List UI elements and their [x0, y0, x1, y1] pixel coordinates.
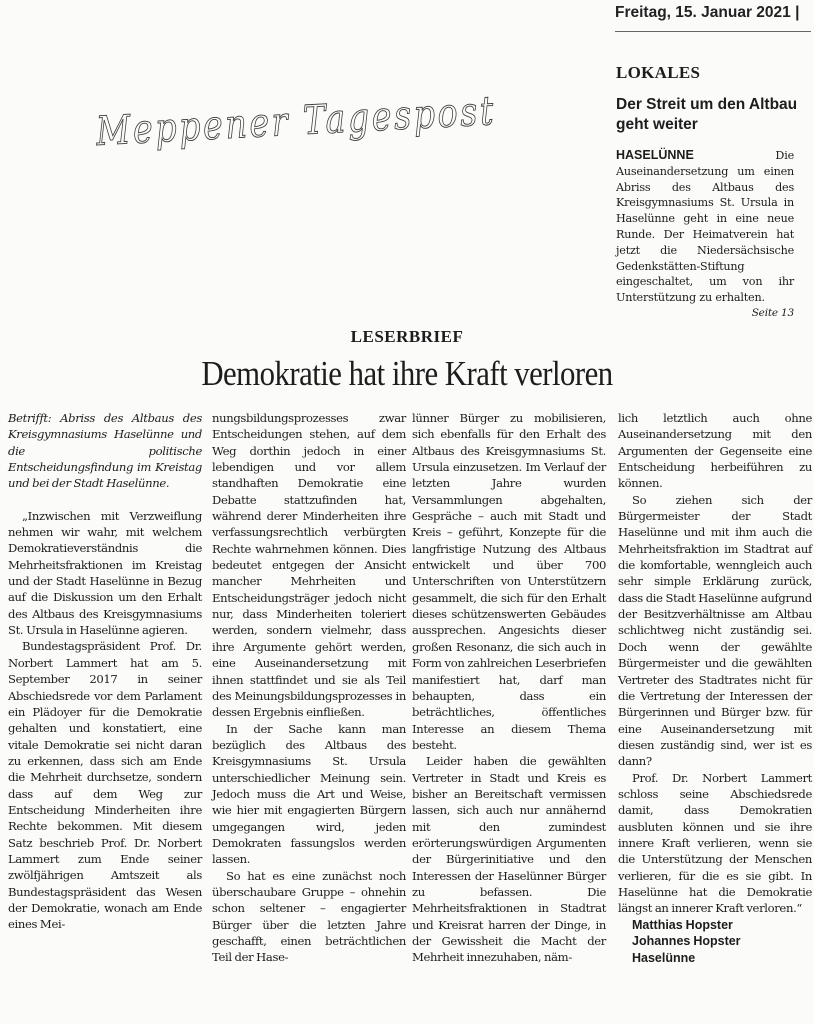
handwritten-note: [92, 72, 576, 172]
article-paragraph: lich letztlich auch ohne Auseinandersetzung mit den Argumenten der Gegenseite eine Entscheidung herbeiführen zu können.: [618, 411, 812, 491]
article-column-1: [8, 410, 202, 933]
article-paragraph: nungsbildungsprozesses zwar Entscheidungen stehen, auf dem Weg dorthin jedoch in einer lebendigen und vor allem standhaften Demokratie eine Debatte stattzufinden hat, während derer Minderheiten ihre verfassungsrechtlich verbürgten Rechte wahrnehmen können. Dies bedeutet entgegen der Ansicht mancher Mehrheiten und Entscheidungsträger jedoch nicht nur, dass Minderheiten toleriert werden, sondern vielmehr, dass ihre Argumente gehört werden, eine Auseinandersetzung mit ihnen stattfindet und sie als Teil des Meinungsbildungsprozesses in dessen Ergebnis einfließen.: [212, 411, 406, 720]
article-headline: Demokratie hat ihre Kraft verloren: [201, 354, 613, 393]
author-name: Johannes Hopster: [632, 934, 741, 949]
teaser-text: Die Auseinandersetzung um einen Abriss des Altbaus des Kreisgymnasiums St. Ursula in Haselünne geht in eine neue Runde. Der Heimatverein hat jetzt die Niedersächsische Gedenkstätten-Stiftung eingeschaltet, um von ihr Unterstützung zu erhalten.: [616, 149, 794, 305]
dateline: Freitag, 15. Januar 2021 |: [615, 4, 800, 21]
article-column-3: [412, 410, 606, 966]
handwritten-note-text: Meppener Tagespost: [95, 84, 576, 156]
article-column-2: [212, 410, 406, 966]
article-paragraph: „Inzwischen mit Verzweiflung nehmen wir wahr, mit welchem Demokratieverständnis die Mehrheitsfraktionen im Kreistag und der Stadt Haselünne in Bezug auf die Diskussion um den Erhalt des Altbaus des Kreisgymnasiums St. Ursula in Haselünne agieren.: [8, 508, 202, 638]
article-paragraph: So ziehen sich der Bürgermeister der Stadt Haselünne und mit ihm auch die Mehrheitsfraktion im Stadtrat auf die komfortable, wenngleich auch sehr simple Erklärung zurück, dass die Stadt Haselünne aufgrund der Besitzverhältnisse am Altbau schlichtweg nicht zuständig sei. Doch wenn der gewählte Bürgermeister und die gewählten Vertreter des Stadtrates nicht für die Vertretung der Interessen der Bürgerinnen und Bürger bzw. für eine Auseinandersetzung mit diesen zuständig sind, wer ist es dann?: [618, 492, 812, 769]
article-column-4: [618, 410, 812, 966]
author-name: Matthias Hopster: [632, 917, 733, 932]
teaser-body: [616, 148, 794, 322]
teaser-page-link[interactable]: Seite 13: [751, 306, 794, 319]
letter-subject: Betrifft: Abriss des Altbaus des Kreisgymnasiums Haselünne und die politische Entscheidungsfindung im Kreistag und bei der Stadt Haselünne.: [8, 411, 202, 491]
section-label: LOKALES: [616, 63, 701, 82]
author-location: Haselünne: [632, 950, 696, 965]
article-paragraph: Leider haben die gewählten Vertreter in Stadt und Kreis es bisher an Bereitschaft vermissen lassen, sich auch nur annähernd mit den zumindest erörterungswürdigen Argumenten der Bürgerinitiative und den Interessen der Haselünner Bürger zu befassen. Die Mehrheitsfraktionen in Stadtrat und Kreisrat harren der Dinge, in der Gewissheit die Macht der Mehrheit innezuhaben, näm-: [412, 754, 606, 965]
header-rule: [615, 31, 811, 32]
article-paragraph: In der Sache kann man bezüglich des Altbaus des Kreisgymnasiums St. Ursula unterschiedlicher Meinung sein. Jedoch muss die Art und Weise, wie hier mit engagierten Bürgern umgegangen wird, jeden Demokraten fassungslos werden lassen.: [212, 721, 406, 867]
teaser-title: Der Streit um den Altbau geht weiter: [616, 96, 798, 133]
article-paragraph: lünner Bürger zu mobilisieren, sich ebenfalls für den Erhalt des Altbaus des Kreisgymnasiums St. Ursula einzusetzen. Im Verlauf der letzten Jahre wurden Versammlungen abgehalten, Gespräche – auch mit Stadt und Kreis – geführt, Konzepte für die langfristige Nutzung des Altbaus entwickelt und über 700 Unterschriften von Unterstützern gesammelt, die sich für den Erhalt dieses schützenswerten Gebäudes aussprechen. Angesichts dieser großen Resonanz, die sich auch in Form von zahlreichen Leserbriefen manifestiert hat, darf man behaupten, dass ein beträchtliches, öffentliches Interesse an diesem Thema besteht.: [412, 411, 606, 752]
article-paragraph: Prof. Dr. Norbert Lammert schloss seine Abschiedsrede damit, dass Demokratien ausbluten können und sie ihre innere Kraft verlieren, wenn sie die Unterstützung der Menschen verlieren, für die es sie gibt. In Haselünne hat die Demokratie längst an innerer Kraft verloren.“: [618, 770, 812, 916]
article-paragraph: Bundestagspräsident Prof. Dr. Norbert Lammert hat am 5. September 2017 in seiner Abschiedsrede vor dem Parlament ein Plädoyer für die Demokratie gehalten und konstatiert, eine vitale Demokratie sei nicht daran zu erkennen, dass sich am Ende die Mehrheit durchsetze, sondern dass auf dem Weg zur Entscheidung Minderheiten ihre Rechte bekommen. Mit diesem Satz beschrieb Prof. Dr. Norbert Lammert zum Ende seiner zwölfjährigen Amtszeit als Bundestagspräsident das Wesen der Demokratie, wonach am Ende eines Mei-: [8, 639, 202, 932]
article-paragraph: So hat es eine zunächst noch überschaubare Gruppe – ohnehin schon seltener – engagierter Bürger über die letzten Jahre geschafft, einen beträchtlichen Teil der Hase-: [212, 868, 406, 965]
teaser-location: HASELÜNNE: [616, 148, 694, 162]
article-kicker: LESERBRIEF: [350, 327, 464, 346]
